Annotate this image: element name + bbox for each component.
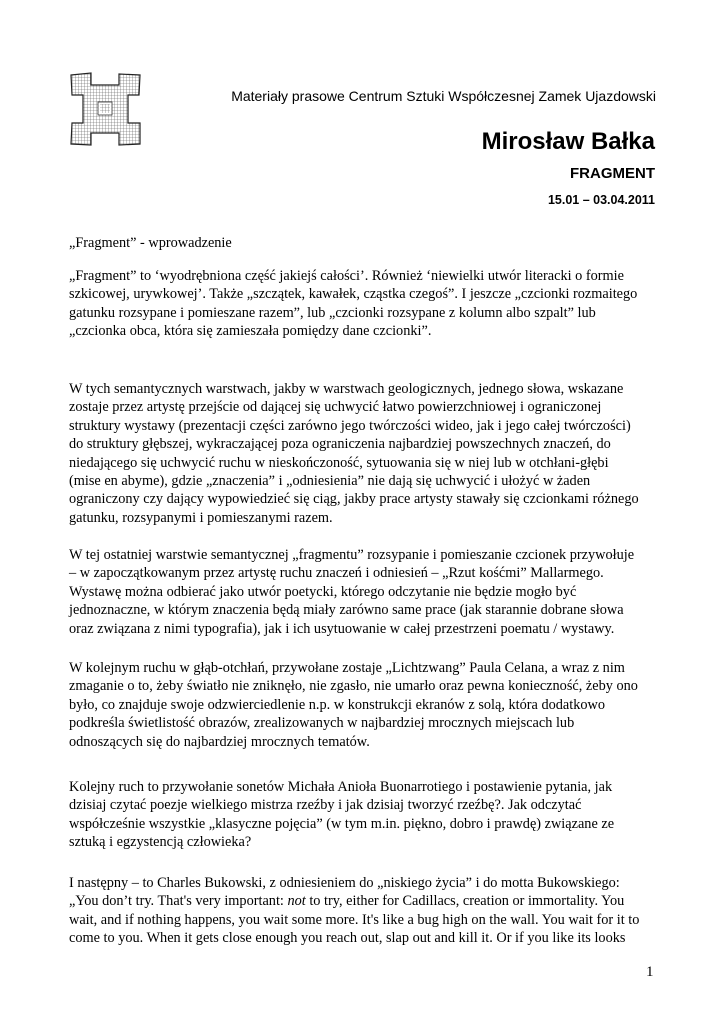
page-number: 1 <box>646 964 654 980</box>
exhibition-title: FRAGMENT <box>570 165 655 182</box>
csw-logo-icon <box>69 71 142 147</box>
text-line <box>69 892 659 910</box>
paragraph <box>69 267 659 341</box>
text-line: szkicowej, urywkowej’. Także „szczątek, kawałek, cząstka czegoś”. I jeszcze „czcionki rozmaitego <box>69 286 638 303</box>
emphasized-word: not <box>287 893 306 910</box>
exhibition-dates: 15.01 – 03.04.2011 <box>547 193 655 207</box>
text-line: wait, and if nothing happens, you wait some more. It's like a bug high on the wall. You wait for it to <box>69 911 640 928</box>
text-line: – w zapoczątkowanym przez artystę ruchu znaczeń i odniesień – „Rzut kośćmi” Mallarmego. <box>69 565 604 582</box>
text-line: gatunku, rozsypanymi i pomieszanymi razem. <box>69 509 333 526</box>
text-line: sztuką i egzystencją człowieka? <box>69 834 252 851</box>
text-line: I następny – to Charles Bukowski, z odniesieniem do „niskiego życia” i do motta Bukowskiego: <box>69 875 620 891</box>
institution-header: Materiały prasowe Centrum Sztuki Współczesnej Zamek Ujazdowski <box>231 88 656 104</box>
text-run: „You don’t try. That's very important: <box>69 893 288 910</box>
text-line: W kolejnym ruchu w głąb-otchłań, przywołane zostaje „Lichtzwang” Paula Celana, a wraz z nim <box>69 660 625 676</box>
text-line: struktury wystawy (prezentacji części zarówno jego twórczości wideo, jak i jego całej twórczości) <box>69 417 631 434</box>
paragraph <box>69 659 659 751</box>
text-line: jednoznaczne, w którym znaczenia będą miały zarówno same prace (jak starannie dobrane słowa <box>69 602 624 619</box>
text-line: Wystawę można odbierać jako utwór poetycki, którego odczytanie nie będzie mogło być <box>69 583 577 600</box>
text-line: W tych semantycznych warstwach, jakby w warstwach geologicznych, jednego słowa, wskazane <box>69 381 624 397</box>
text-line: dzisiaj czytać poezje wielkiego mistrza rzeźby i jak dzisiaj tworzyć rzeźbę?. Jak odczytać <box>69 797 582 814</box>
text-line: zmaganie o to, żeby światło nie zniknęło, nie zgasło, nie umarło oraz pewna konieczność, żeby ono <box>69 678 638 695</box>
text-line: niedającego się uchwycić ruchu w nieskończoność, sytuowania się w niej lub w otchłani-głębi <box>69 454 609 471</box>
paragraph <box>69 778 659 852</box>
paragraph <box>69 874 659 948</box>
text-line: współcześnie wszystkie „klasyczne pojęcia” (w tym m.in. piękno, dobro i prawdę) związane ze <box>69 815 615 832</box>
paragraph <box>69 546 659 638</box>
text-run: to try, either for Cadillacs, creation or immortality. You <box>305 893 625 910</box>
text-line: było, co znajduje swoje odzwierciedlenie n.p. w konstrukcji ekranów z solą, która dodatkowo <box>69 696 605 713</box>
artist-name: Mirosław Bałka <box>481 128 655 155</box>
text-line: do struktury głębszej, wykraczającej poza ograniczenia najbardziej powszechnych znaczeń, do <box>69 436 611 453</box>
text-line: gatunku rozsypane i pomieszane razem”, lub „czcionki rozsypane z kolumn albo szpalt” lub <box>69 304 596 321</box>
text-line: oraz związana z nimi typografia), jak i ich usytuowanie w całej przestrzeni poematu / wystawy. <box>69 620 615 637</box>
section-heading: „Fragment” - wprowadzenie <box>69 235 232 251</box>
text-line: odnoszących się do najbardziej mrocznych tematów. <box>69 733 370 750</box>
text-line: W tej ostatniej warstwie semantycznej „fragmentu” rozsypanie i pomieszanie czcionek przywołuje <box>69 547 635 563</box>
text-line: „czcionka obca, która się zamieszała pomiędzy dane czcionki”. <box>69 323 432 340</box>
paragraph <box>69 380 659 527</box>
text-line: Kolejny ruch to przywołanie sonetów Michała Anioła Buonarrotiego i postawienie pytania, jak <box>69 779 613 795</box>
text-line: „Fragment” to ‘wyodrębniona część jakiejś całości’. Również ‘niewielki utwór literacki o formie <box>69 268 624 284</box>
text-line: ograniczony czy dający wypowiedzieć się ciąg, jakby prace artysty stawały się czcionkami różnego <box>69 491 639 508</box>
text-line: zostaje przez artystę przejście od dającej się uchwycić łatwo powierzchniowej i ograniczonej <box>69 399 602 416</box>
text-line: come to you. When it gets close enough you reach out, slap out and kill it. Or if you like its looks <box>69 930 626 947</box>
text-line: podkreśla świetlistość obrazów, zrealizowanych w najbardziej mrocznych miejscach lub <box>69 715 575 732</box>
text-line: (mise en abyme), gdzie „znaczenia” i „odniesienia” nie dają się uchwycić i ułożyć w żaden <box>69 473 591 490</box>
